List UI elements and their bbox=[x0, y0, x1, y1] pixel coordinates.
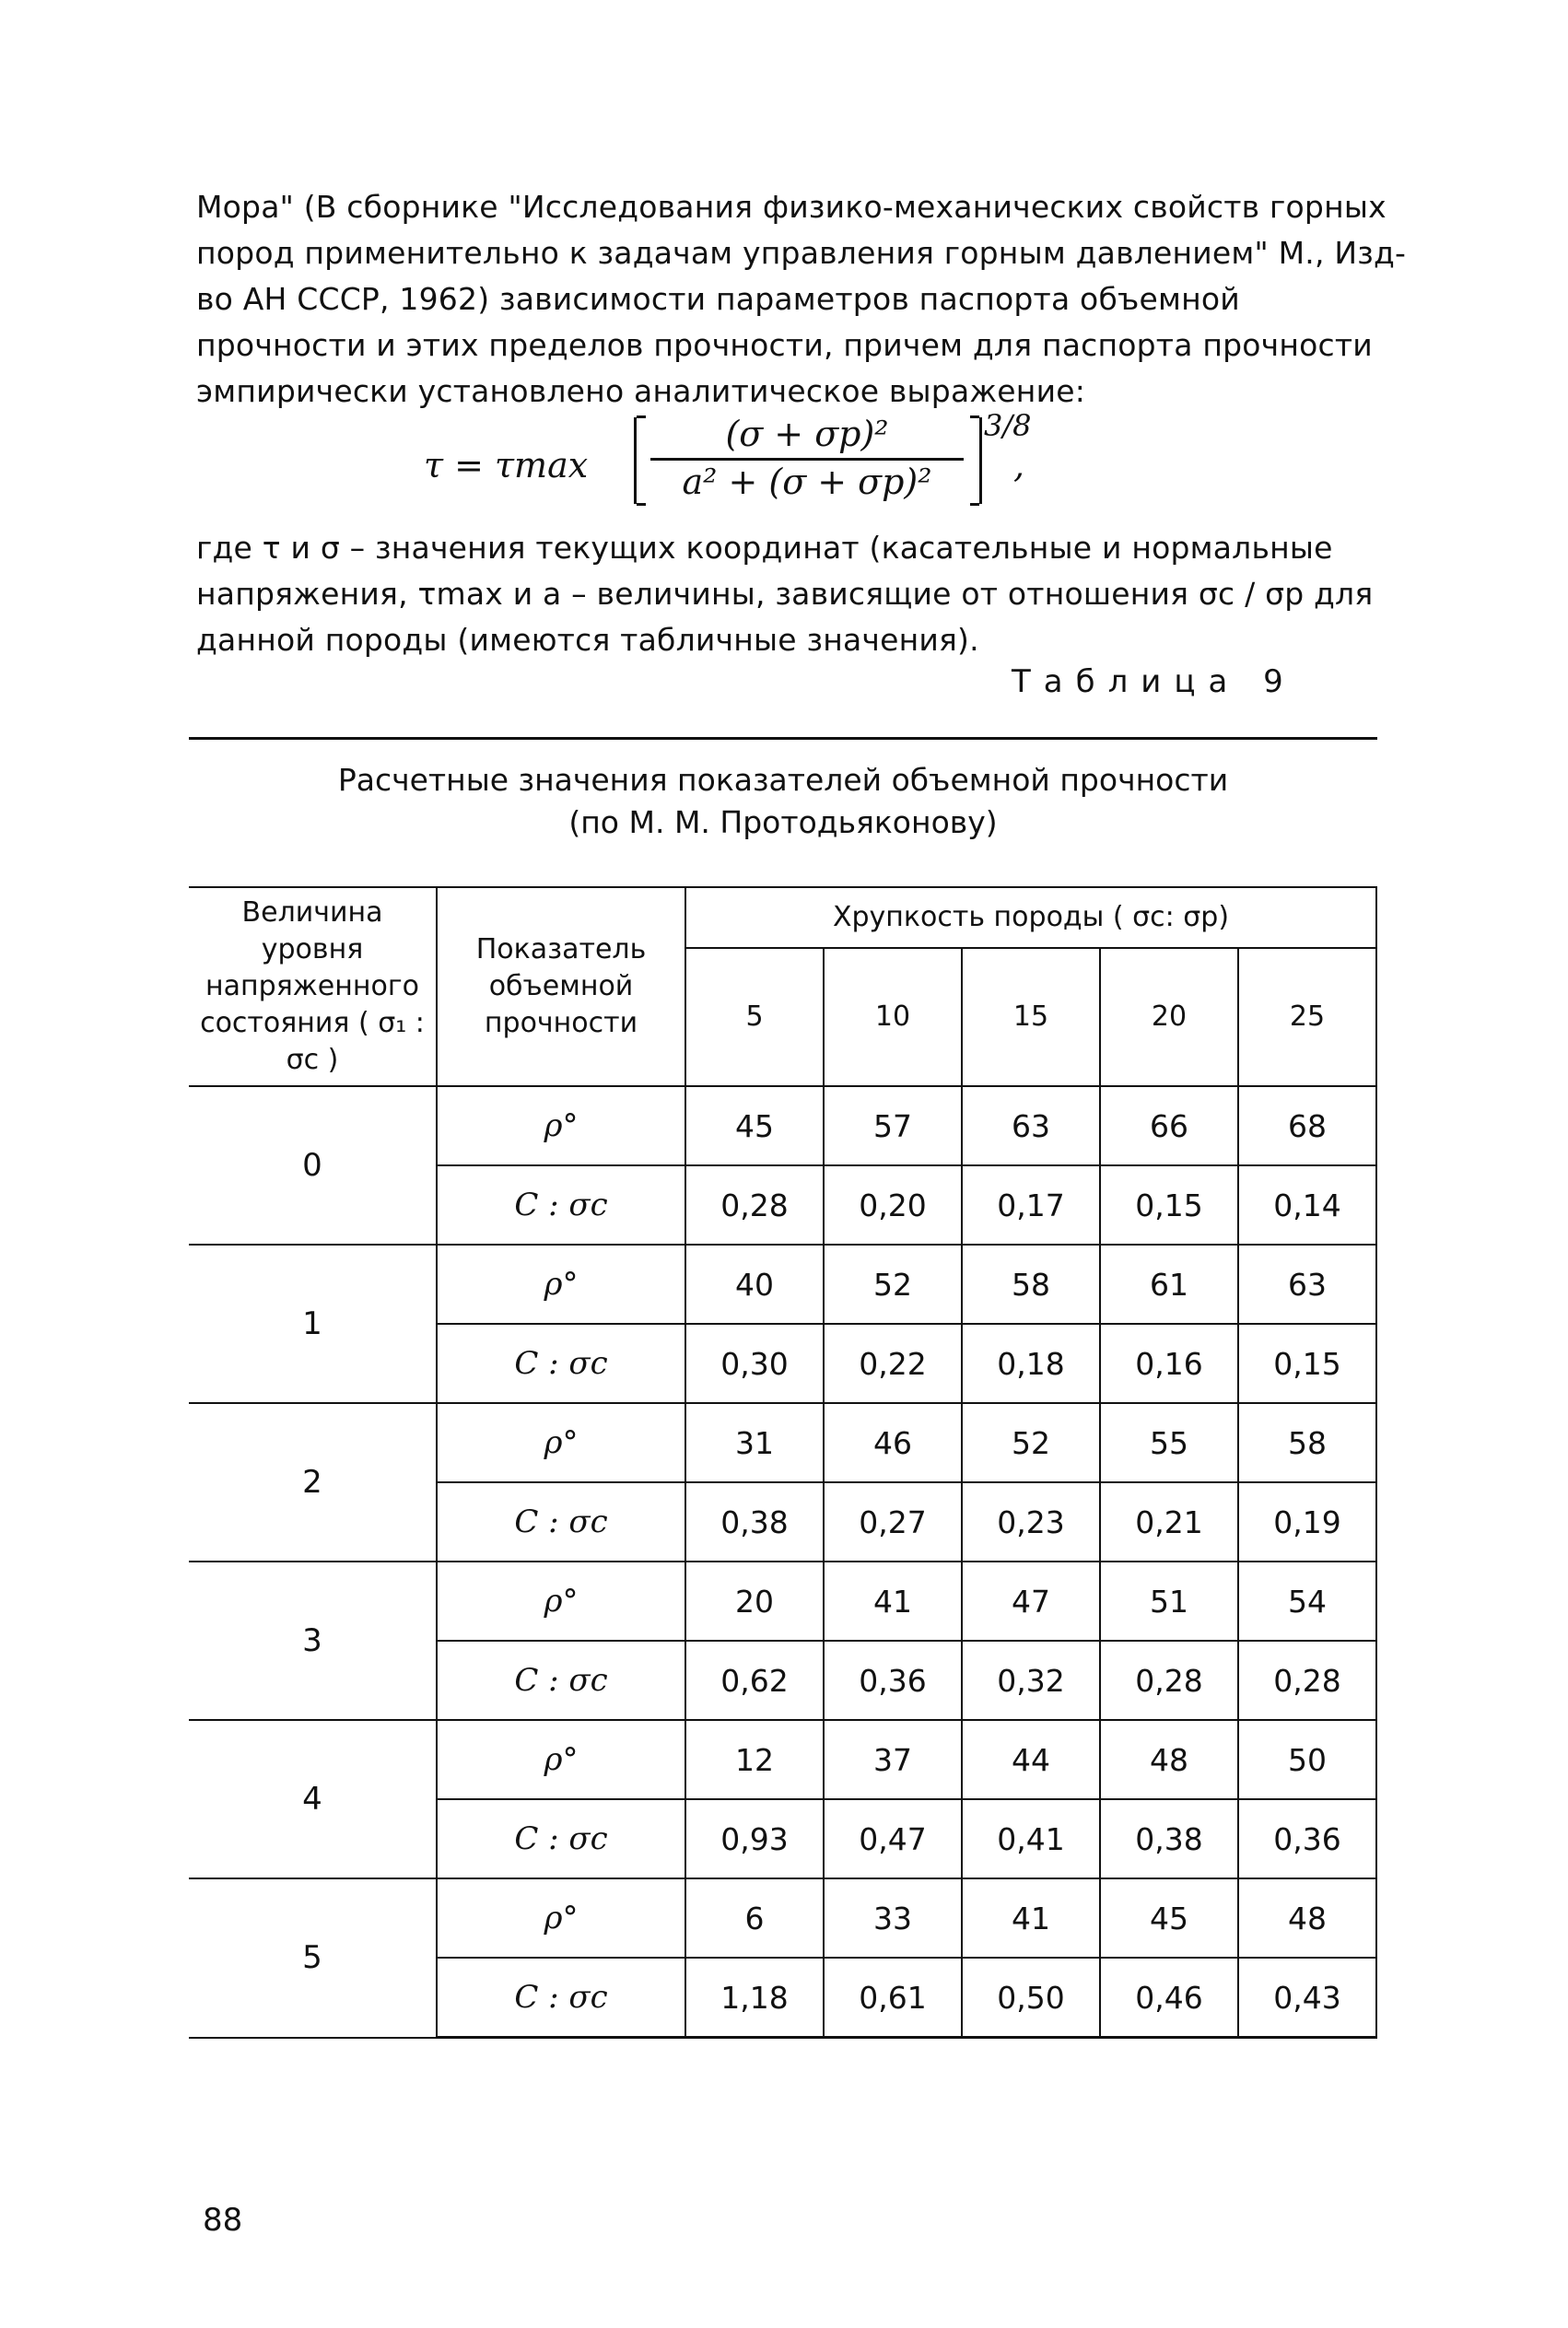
value-cell: 0,17 bbox=[962, 1165, 1100, 1245]
value-cell: 58 bbox=[1238, 1403, 1376, 1482]
value-cell: 0,16 bbox=[1100, 1324, 1238, 1403]
value-cell: 0,46 bbox=[1100, 1958, 1238, 2038]
value-cell: 0,18 bbox=[962, 1324, 1100, 1403]
column-header: 5 bbox=[685, 948, 824, 1086]
header-brittleness: Хрупкость породы ( σc: σp) bbox=[685, 887, 1376, 948]
value-cell: 0,36 bbox=[824, 1641, 962, 1720]
value-cell: 33 bbox=[824, 1878, 962, 1958]
paragraph-intro bbox=[196, 184, 1412, 415]
value-cell: 54 bbox=[1238, 1562, 1376, 1641]
indicator-c: C : σc bbox=[437, 1165, 685, 1245]
value-cell: 52 bbox=[962, 1403, 1100, 1482]
indicator-rho: ρ° bbox=[437, 1403, 685, 1482]
value-cell: 48 bbox=[1238, 1878, 1376, 1958]
paragraph-definitions-text: где τ и σ – значения текущих координат (касательные и нормальные напряжения, τmax и a – величины, зависящие от отношения σc / σp для данной породы (имеются табличные значения). bbox=[196, 530, 1374, 658]
value-cell: 0,14 bbox=[1238, 1165, 1376, 1245]
value-cell: 63 bbox=[1238, 1245, 1376, 1324]
level-cell: 5 bbox=[189, 1878, 437, 2038]
level-cell: 1 bbox=[189, 1245, 437, 1403]
indicator-rho: ρ° bbox=[437, 1878, 685, 1958]
value-cell: 0,23 bbox=[962, 1482, 1100, 1562]
indicator-rho: ρ° bbox=[437, 1245, 685, 1324]
formula-denominator: a² + (σ + σp)² bbox=[682, 462, 932, 502]
caption-line-2: (по М. М. Протодьяконову) bbox=[568, 804, 998, 840]
value-cell: 50 bbox=[1238, 1720, 1376, 1799]
value-cell: 46 bbox=[824, 1403, 962, 1482]
value-cell: 68 bbox=[1238, 1086, 1376, 1165]
strength-table bbox=[189, 886, 1377, 2039]
value-cell: 0,15 bbox=[1100, 1165, 1238, 1245]
value-cell: 55 bbox=[1100, 1403, 1238, 1482]
value-cell: 0,30 bbox=[685, 1324, 824, 1403]
header-level: Величина уровня напряженного состояния ( σ₁ : σc ) bbox=[189, 887, 437, 1086]
value-cell: 0,32 bbox=[962, 1641, 1100, 1720]
value-cell: 20 bbox=[685, 1562, 824, 1641]
header-indicator: Показатель объемной прочности bbox=[437, 887, 685, 1086]
table-row bbox=[189, 1403, 1376, 1482]
value-cell: 6 bbox=[685, 1878, 824, 1958]
value-cell: 12 bbox=[685, 1720, 824, 1799]
column-header: 25 bbox=[1238, 948, 1376, 1086]
value-cell: 0,20 bbox=[824, 1165, 962, 1245]
value-cell: 51 bbox=[1100, 1562, 1238, 1641]
value-cell: 45 bbox=[685, 1086, 824, 1165]
value-cell: 0,61 bbox=[824, 1958, 962, 2038]
value-cell: 45 bbox=[1100, 1878, 1238, 1958]
value-cell: 31 bbox=[685, 1403, 824, 1482]
value-cell: 0,22 bbox=[824, 1324, 962, 1403]
value-cell: 0,27 bbox=[824, 1482, 962, 1562]
level-cell: 2 bbox=[189, 1403, 437, 1562]
value-cell: 0,41 bbox=[962, 1799, 1100, 1878]
value-cell: 52 bbox=[824, 1245, 962, 1324]
paragraph-definitions bbox=[196, 525, 1412, 663]
value-cell: 44 bbox=[962, 1720, 1100, 1799]
table-top-rule bbox=[189, 737, 1377, 740]
indicator-c: C : σc bbox=[437, 1641, 685, 1720]
value-cell: 0,47 bbox=[824, 1799, 962, 1878]
value-cell: 41 bbox=[824, 1562, 962, 1641]
indicator-rho: ρ° bbox=[437, 1720, 685, 1799]
caption-line-1: Расчетные значения показателей объемной прочности bbox=[337, 762, 1229, 798]
table-label: Таблица 9 bbox=[1012, 663, 1296, 700]
value-cell: 41 bbox=[962, 1878, 1100, 1958]
value-cell: 57 bbox=[824, 1086, 962, 1165]
value-cell: 0,28 bbox=[1238, 1641, 1376, 1720]
value-cell: 0,38 bbox=[685, 1482, 824, 1562]
value-cell: 0,19 bbox=[1238, 1482, 1376, 1562]
indicator-c: C : σc bbox=[437, 1324, 685, 1403]
value-cell: 66 bbox=[1100, 1086, 1238, 1165]
value-cell: 0,36 bbox=[1238, 1799, 1376, 1878]
value-cell: 0,93 bbox=[685, 1799, 824, 1878]
value-cell: 0,15 bbox=[1238, 1324, 1376, 1403]
level-cell: 4 bbox=[189, 1720, 437, 1878]
table-row bbox=[189, 1562, 1376, 1641]
formula-exponent: 3/8 bbox=[984, 408, 1032, 443]
indicator-c: C : σc bbox=[437, 1958, 685, 2038]
value-cell: 63 bbox=[962, 1086, 1100, 1165]
indicator-c: C : σc bbox=[437, 1482, 685, 1562]
indicator-rho: ρ° bbox=[437, 1086, 685, 1165]
table-row bbox=[189, 1878, 1376, 1958]
formula bbox=[424, 408, 1032, 511]
value-cell: 61 bbox=[1100, 1245, 1238, 1324]
value-cell: 0,38 bbox=[1100, 1799, 1238, 1878]
indicator-c: C : σc bbox=[437, 1799, 685, 1878]
column-header: 15 bbox=[962, 948, 1100, 1086]
formula-numerator: (σ + σp)² bbox=[725, 414, 889, 454]
column-header: 20 bbox=[1100, 948, 1238, 1086]
value-cell: 0,28 bbox=[685, 1165, 824, 1245]
formula-fraction-line bbox=[650, 458, 964, 461]
value-cell: 48 bbox=[1100, 1720, 1238, 1799]
table-row bbox=[189, 1086, 1376, 1165]
formula-comma: , bbox=[1013, 445, 1025, 485]
value-cell: 0,50 bbox=[962, 1958, 1100, 2038]
column-header: 10 bbox=[824, 948, 962, 1086]
indicator-rho: ρ° bbox=[437, 1562, 685, 1641]
value-cell: 58 bbox=[962, 1245, 1100, 1324]
table-row bbox=[189, 1245, 1376, 1324]
paragraph-intro-text: Мора" (В сборнике "Исследования физико-механических свойств горных пород применительно к задачам управления горным давлением" М., Изд-во АН СССР, 1962) зависимости параметров паспорта объемной прочности и этих пределов прочности, причем для паспорта прочности эмпирически установлено аналитическое выражение: bbox=[196, 189, 1407, 409]
table-row bbox=[189, 1720, 1376, 1799]
value-cell: 40 bbox=[685, 1245, 824, 1324]
value-cell: 0,21 bbox=[1100, 1482, 1238, 1562]
value-cell: 0,43 bbox=[1238, 1958, 1376, 2038]
value-cell: 1,18 bbox=[685, 1958, 824, 2038]
page-number: 88 bbox=[203, 2202, 243, 2239]
value-cell: 37 bbox=[824, 1720, 962, 1799]
value-cell: 0,28 bbox=[1100, 1641, 1238, 1720]
level-cell: 0 bbox=[189, 1086, 437, 1245]
level-cell: 3 bbox=[189, 1562, 437, 1720]
value-cell: 47 bbox=[962, 1562, 1100, 1641]
formula-lhs: τ = τmax bbox=[424, 445, 589, 485]
table-caption bbox=[189, 759, 1377, 844]
value-cell: 0,62 bbox=[685, 1641, 824, 1720]
